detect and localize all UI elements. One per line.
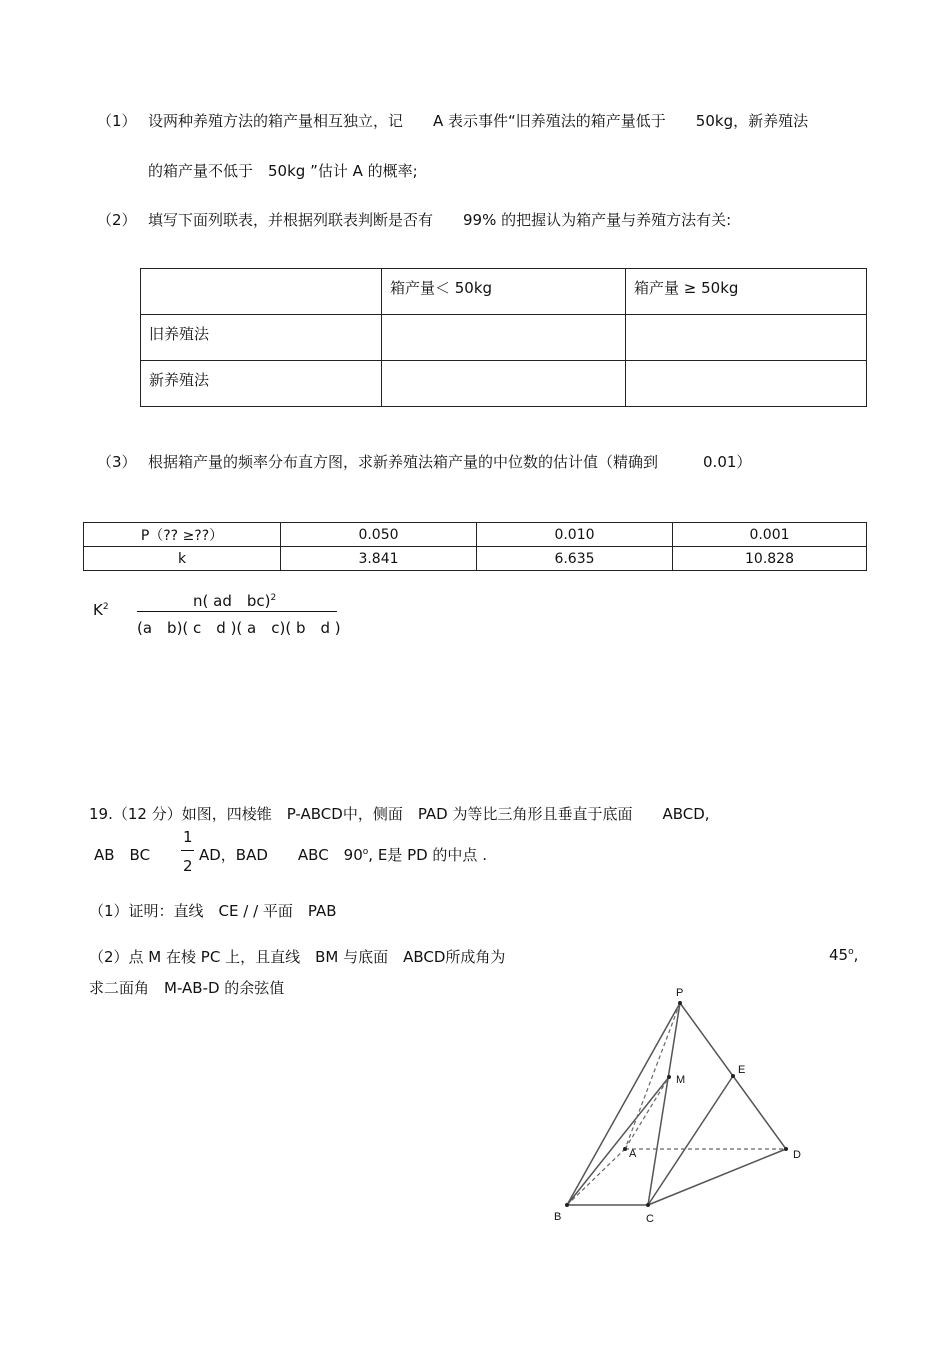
table-cell bbox=[626, 361, 867, 407]
edge-ab-hidden bbox=[567, 1149, 625, 1205]
vertex-a bbox=[623, 1147, 627, 1151]
formula-lhs-exponent: 2 bbox=[102, 602, 109, 612]
table-row-label: P（?? ≥??） bbox=[84, 523, 281, 547]
formula-numerator-text: n( ad bc) bbox=[193, 592, 271, 610]
formula-lhs-symbol: K bbox=[93, 601, 103, 619]
degree-mark: o bbox=[362, 847, 369, 857]
contingency-table bbox=[140, 268, 867, 407]
formula-lhs bbox=[93, 601, 109, 619]
label-d: D bbox=[793, 1149, 801, 1161]
vertex-m bbox=[667, 1075, 671, 1079]
table-cell: 3.841 bbox=[281, 547, 477, 571]
q19-fraction-bar bbox=[181, 850, 194, 851]
q19-part2: （2）点 M 在棱 PC 上，且直线 BM 与底面 ABCD所成角为 bbox=[89, 948, 506, 966]
table-cell: 0.050 bbox=[281, 523, 477, 547]
q19-line2-end: , E是 PD 的中点 . bbox=[368, 846, 487, 864]
label-a: A bbox=[629, 1148, 637, 1160]
table-cell: 0.010 bbox=[477, 523, 673, 547]
vertex-p bbox=[678, 1001, 682, 1005]
table-header-row bbox=[141, 269, 867, 315]
edge-pa-hidden bbox=[625, 1003, 680, 1149]
q2-text: 填写下面列联表，并根据列联表判断是否有 99% 的把握认为箱产量与养殖方法有关: bbox=[148, 211, 732, 229]
table-row-label: k bbox=[84, 547, 281, 571]
formula-denominator: (a b)( c d )( a c)( b d ) bbox=[137, 619, 341, 637]
q1-number: （1） bbox=[97, 112, 137, 130]
table-row bbox=[84, 523, 867, 547]
table-row-label: 新养殖法 bbox=[141, 361, 382, 407]
critical-value-table bbox=[83, 522, 867, 571]
q3-text: 根据箱产量的频率分布直方图，求新养殖法箱产量的中位数的估计值（精确到 0.01） bbox=[148, 453, 752, 471]
edge-cd bbox=[648, 1149, 786, 1205]
label-e: E bbox=[738, 1064, 746, 1076]
vertex-b bbox=[565, 1203, 569, 1207]
table-header-cell: 箱产量＜ 50kg bbox=[382, 269, 626, 315]
formula-numerator bbox=[193, 590, 276, 611]
pyramid-figure bbox=[540, 975, 830, 1235]
label-b: B bbox=[554, 1211, 562, 1223]
q19-fraction-denominator: 2 bbox=[183, 857, 193, 875]
q19-fraction-numerator: 1 bbox=[183, 828, 193, 846]
table-row bbox=[141, 315, 867, 361]
formula-fraction-bar bbox=[137, 611, 337, 612]
q3-number: （3） bbox=[97, 453, 137, 471]
vertex-d bbox=[784, 1147, 788, 1151]
table-row bbox=[84, 547, 867, 571]
q19-part2-line2: 求二面角 M-AB-D 的余弦值 bbox=[89, 979, 285, 997]
segment-bm bbox=[567, 1077, 669, 1205]
table-cell bbox=[141, 269, 382, 315]
vertex-c bbox=[646, 1203, 650, 1207]
label-m: M bbox=[676, 1074, 686, 1086]
table-header-cell: 箱产量 ≥ 50kg bbox=[626, 269, 867, 315]
table-cell: 0.001 bbox=[673, 523, 867, 547]
segment-ce bbox=[648, 1076, 733, 1205]
q19-part2-comma: , bbox=[853, 946, 859, 964]
q19-part2-angle-value: 45 bbox=[829, 946, 849, 964]
q19-line1: 19.（12 分）如图，四棱锥 P-ABCD中，侧面 PAD 为等比三角形且垂直于底面 ABCD, bbox=[89, 805, 710, 823]
q19-line2-start: AB BC bbox=[94, 846, 151, 864]
table-row bbox=[141, 361, 867, 407]
table-cell bbox=[382, 315, 626, 361]
q19-part2-angle bbox=[829, 946, 858, 964]
q1-line2: 的箱产量不低于 50kg ”估计 A 的概率; bbox=[148, 162, 418, 180]
q1-line1: 设两种养殖方法的箱产量相互独立，记 A 表示事件“旧养殖法的箱产量低于 50kg，新养殖法 bbox=[148, 112, 809, 130]
q19-line2-text: AD，BAD ABC 90 bbox=[199, 846, 363, 864]
q2-number: （2） bbox=[97, 211, 137, 229]
table-cell bbox=[626, 315, 867, 361]
degree-mark: o bbox=[848, 947, 854, 957]
table-cell bbox=[382, 361, 626, 407]
table-row-label: 旧养殖法 bbox=[141, 315, 382, 361]
label-p: P bbox=[676, 987, 684, 999]
vertex-e bbox=[731, 1074, 735, 1078]
edge-pb bbox=[567, 1003, 680, 1205]
q19-line2-middle bbox=[199, 844, 487, 865]
label-c: C bbox=[646, 1213, 654, 1225]
formula-numerator-exponent: 2 bbox=[270, 593, 277, 603]
table-cell: 10.828 bbox=[673, 547, 867, 571]
table-cell: 6.635 bbox=[477, 547, 673, 571]
q19-part1: （1）证明：直线 CE / / 平面 PAB bbox=[89, 902, 337, 920]
